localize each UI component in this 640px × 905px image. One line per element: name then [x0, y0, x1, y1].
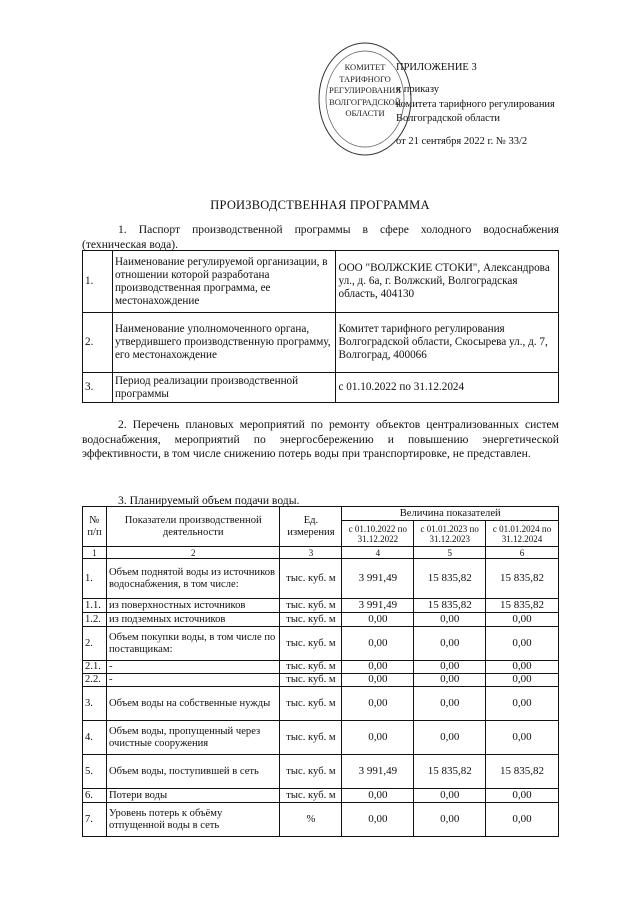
header-number: № п/п — [83, 507, 107, 547]
section-2-paragraph: 2. Перечень плановых мероприятий по ремонту объектов централизованных систем водоснабжения, мероприятий по энергосбережению и повышению энергетической эффективности, в том числе снижению потерь воды при транспортировке, не представлен. — [82, 418, 559, 460]
row-unit: тыс. куб. м — [280, 613, 342, 627]
header-period-2023: с 01.01.2023 по 31.12.2023 — [414, 521, 486, 547]
passport-table — [82, 250, 559, 403]
row-value-2024: 0,00 — [486, 789, 559, 803]
table-row — [83, 661, 559, 674]
row-value-2022: 0,00 — [342, 613, 414, 627]
passport-row-label: Период реализации производственной программы — [112, 373, 336, 403]
row-unit: тыс. куб. м — [280, 755, 342, 789]
row-number: 1.2. — [83, 613, 107, 627]
row-number: 2. — [83, 627, 107, 661]
col-number: 6 — [486, 547, 559, 559]
row-value-2022: 3 991,49 — [342, 559, 414, 599]
row-value-2024: 0,00 — [486, 661, 559, 674]
row-unit: тыс. куб. м — [280, 789, 342, 803]
section-3-heading: 3. Планируемый объем подачи воды. — [118, 494, 300, 507]
row-value-2022: 0,00 — [342, 803, 414, 837]
row-value-2023: 0,00 — [414, 789, 486, 803]
row-unit: тыс. куб. м — [280, 627, 342, 661]
row-value-2024: 15 835,82 — [486, 755, 559, 789]
col-number: 5 — [414, 547, 486, 559]
header-period-2024: с 01.01.2024 по 31.12.2024 — [486, 521, 559, 547]
row-indicator: - — [106, 661, 280, 674]
row-number: 7. — [83, 803, 107, 837]
passport-row — [83, 313, 559, 373]
table-row — [83, 789, 559, 803]
row-value-2023: 0,00 — [414, 721, 486, 755]
row-indicator: Объем воды на собственные нужды — [106, 687, 280, 721]
header-unit: Ед. измерения — [280, 507, 342, 547]
passport-row-number: 3. — [83, 373, 113, 403]
row-value-2023: 15 835,82 — [414, 559, 486, 599]
table-row — [83, 721, 559, 755]
row-number: 5. — [83, 755, 107, 789]
table-row — [83, 599, 559, 613]
seal-line-5: ОБЛАСТИ — [345, 108, 385, 118]
row-indicator: Объем воды, поступившей в сеть — [106, 755, 280, 789]
row-value-2022: 0,00 — [342, 661, 414, 674]
table-row — [83, 755, 559, 789]
row-value-2024: 0,00 — [486, 803, 559, 837]
row-indicator: Потери воды — [106, 789, 280, 803]
passport-row-label: Наименование уполномоченного органа, утвердившего производственную программу, его местонахождение — [112, 313, 336, 373]
row-unit: % — [280, 803, 342, 837]
row-unit: тыс. куб. м — [280, 661, 342, 674]
passport-row-value: Комитет тарифного регулирования Волгоградской области, Скосырева ул., д. 7, Волгоград, 400066 — [336, 313, 559, 373]
row-indicator: из поверхностных источников — [106, 599, 280, 613]
row-value-2022: 0,00 — [342, 687, 414, 721]
table-row — [83, 559, 559, 599]
row-value-2024: 0,00 — [486, 627, 559, 661]
table-row — [83, 674, 559, 687]
table-row — [83, 803, 559, 837]
row-value-2023: 0,00 — [414, 674, 486, 687]
row-value-2024: 0,00 — [486, 687, 559, 721]
appendix-label: ПРИЛОЖЕНИЕ 3 — [396, 62, 477, 73]
row-value-2022: 0,00 — [342, 789, 414, 803]
row-value-2023: 15 835,82 — [414, 599, 486, 613]
row-number: 6. — [83, 789, 107, 803]
row-unit: тыс. куб. м — [280, 674, 342, 687]
passport-row-value: с 01.10.2022 по 31.12.2024 — [336, 373, 559, 403]
row-value-2022: 0,00 — [342, 721, 414, 755]
row-unit: тыс. куб. м — [280, 687, 342, 721]
table-row — [83, 613, 559, 627]
row-indicator: Уровень потерь к объёму отпущенной воды в сеть — [106, 803, 280, 837]
section-1-heading: 1. Паспорт производственной программы в сфере холодного водоснабжения (техническая вода). — [82, 223, 559, 251]
committee-label: комитета тарифного регулирования — [396, 99, 555, 110]
seal-line-3: РЕГУЛИРОВАНИЯ — [329, 85, 401, 95]
row-value-2022: 0,00 — [342, 674, 414, 687]
row-value-2022: 3 991,49 — [342, 755, 414, 789]
row-unit: тыс. куб. м — [280, 721, 342, 755]
col-number: 2 — [106, 547, 280, 559]
row-unit: тыс. куб. м — [280, 559, 342, 599]
row-number: 1. — [83, 559, 107, 599]
to-order-label: к приказу — [396, 84, 439, 95]
row-value-2023: 0,00 — [414, 687, 486, 721]
header-value-group: Величина показателей — [342, 507, 559, 521]
row-value-2024: 15 835,82 — [486, 599, 559, 613]
row-indicator: Объем поднятой воды из источников водоснабжения, в том числе: — [106, 559, 280, 599]
table-row — [83, 687, 559, 721]
row-value-2023: 0,00 — [414, 661, 486, 674]
row-number: 3. — [83, 687, 107, 721]
row-value-2022: 3 991,49 — [342, 599, 414, 613]
water-volume-table — [82, 506, 559, 837]
header-indicator: Показатели производственной деятельности — [106, 507, 280, 547]
passport-row-label: Наименование регулируемой организации, в отношении которой разработана производственная программа, ее местонахождение — [112, 251, 336, 313]
passport-row-number: 2. — [83, 313, 113, 373]
header-period-2022: с 01.10.2022 по 31.12.2022 — [342, 521, 414, 547]
row-indicator: Объем воды, пропущенный через очистные сооружения — [106, 721, 280, 755]
row-value-2024: 15 835,82 — [486, 559, 559, 599]
row-number: 2.1. — [83, 661, 107, 674]
seal-line-2: ТАРИФНОГО — [339, 73, 391, 84]
row-value-2024: 0,00 — [486, 674, 559, 687]
row-value-2022: 0,00 — [342, 627, 414, 661]
row-indicator: из подземных источников — [106, 613, 280, 627]
row-value-2023: 0,00 — [414, 627, 486, 661]
passport-row-value: ООО "ВОЛЖСКИЕ СТОКИ", Александрова ул., д. 6а, г. Волжский, Волгоградская область, 404130 — [336, 251, 559, 313]
row-value-2023: 0,00 — [414, 803, 486, 837]
row-indicator: - — [106, 674, 280, 687]
seal-line-4: ВОЛГОГРАДСКОЙ — [329, 96, 401, 107]
row-value-2024: 0,00 — [486, 613, 559, 627]
row-value-2023: 0,00 — [414, 613, 486, 627]
region-label: Волгоградской области — [396, 113, 501, 124]
row-value-2023: 15 835,82 — [414, 755, 486, 789]
official-seal — [316, 40, 414, 158]
column-number-row — [83, 547, 559, 559]
passport-row — [83, 373, 559, 403]
passport-row — [83, 251, 559, 313]
seal-line-1: КОМИТЕТ — [344, 62, 386, 72]
col-number: 4 — [342, 547, 414, 559]
col-number: 3 — [280, 547, 342, 559]
page-title: ПРОИЗВОДСТВЕННАЯ ПРОГРАММА — [210, 198, 430, 212]
col-number: 1 — [83, 547, 107, 559]
row-unit: тыс. куб. м — [280, 599, 342, 613]
row-number: 1.1. — [83, 599, 107, 613]
row-indicator: Объем покупки воды, в том числе по поставщикам: — [106, 627, 280, 661]
row-number: 4. — [83, 721, 107, 755]
order-date-number: от 21 сентября 2022 г. № 33/2 — [396, 136, 528, 147]
table-row — [83, 627, 559, 661]
row-value-2024: 0,00 — [486, 721, 559, 755]
passport-row-number: 1. — [83, 251, 113, 313]
row-number: 2.2. — [83, 674, 107, 687]
